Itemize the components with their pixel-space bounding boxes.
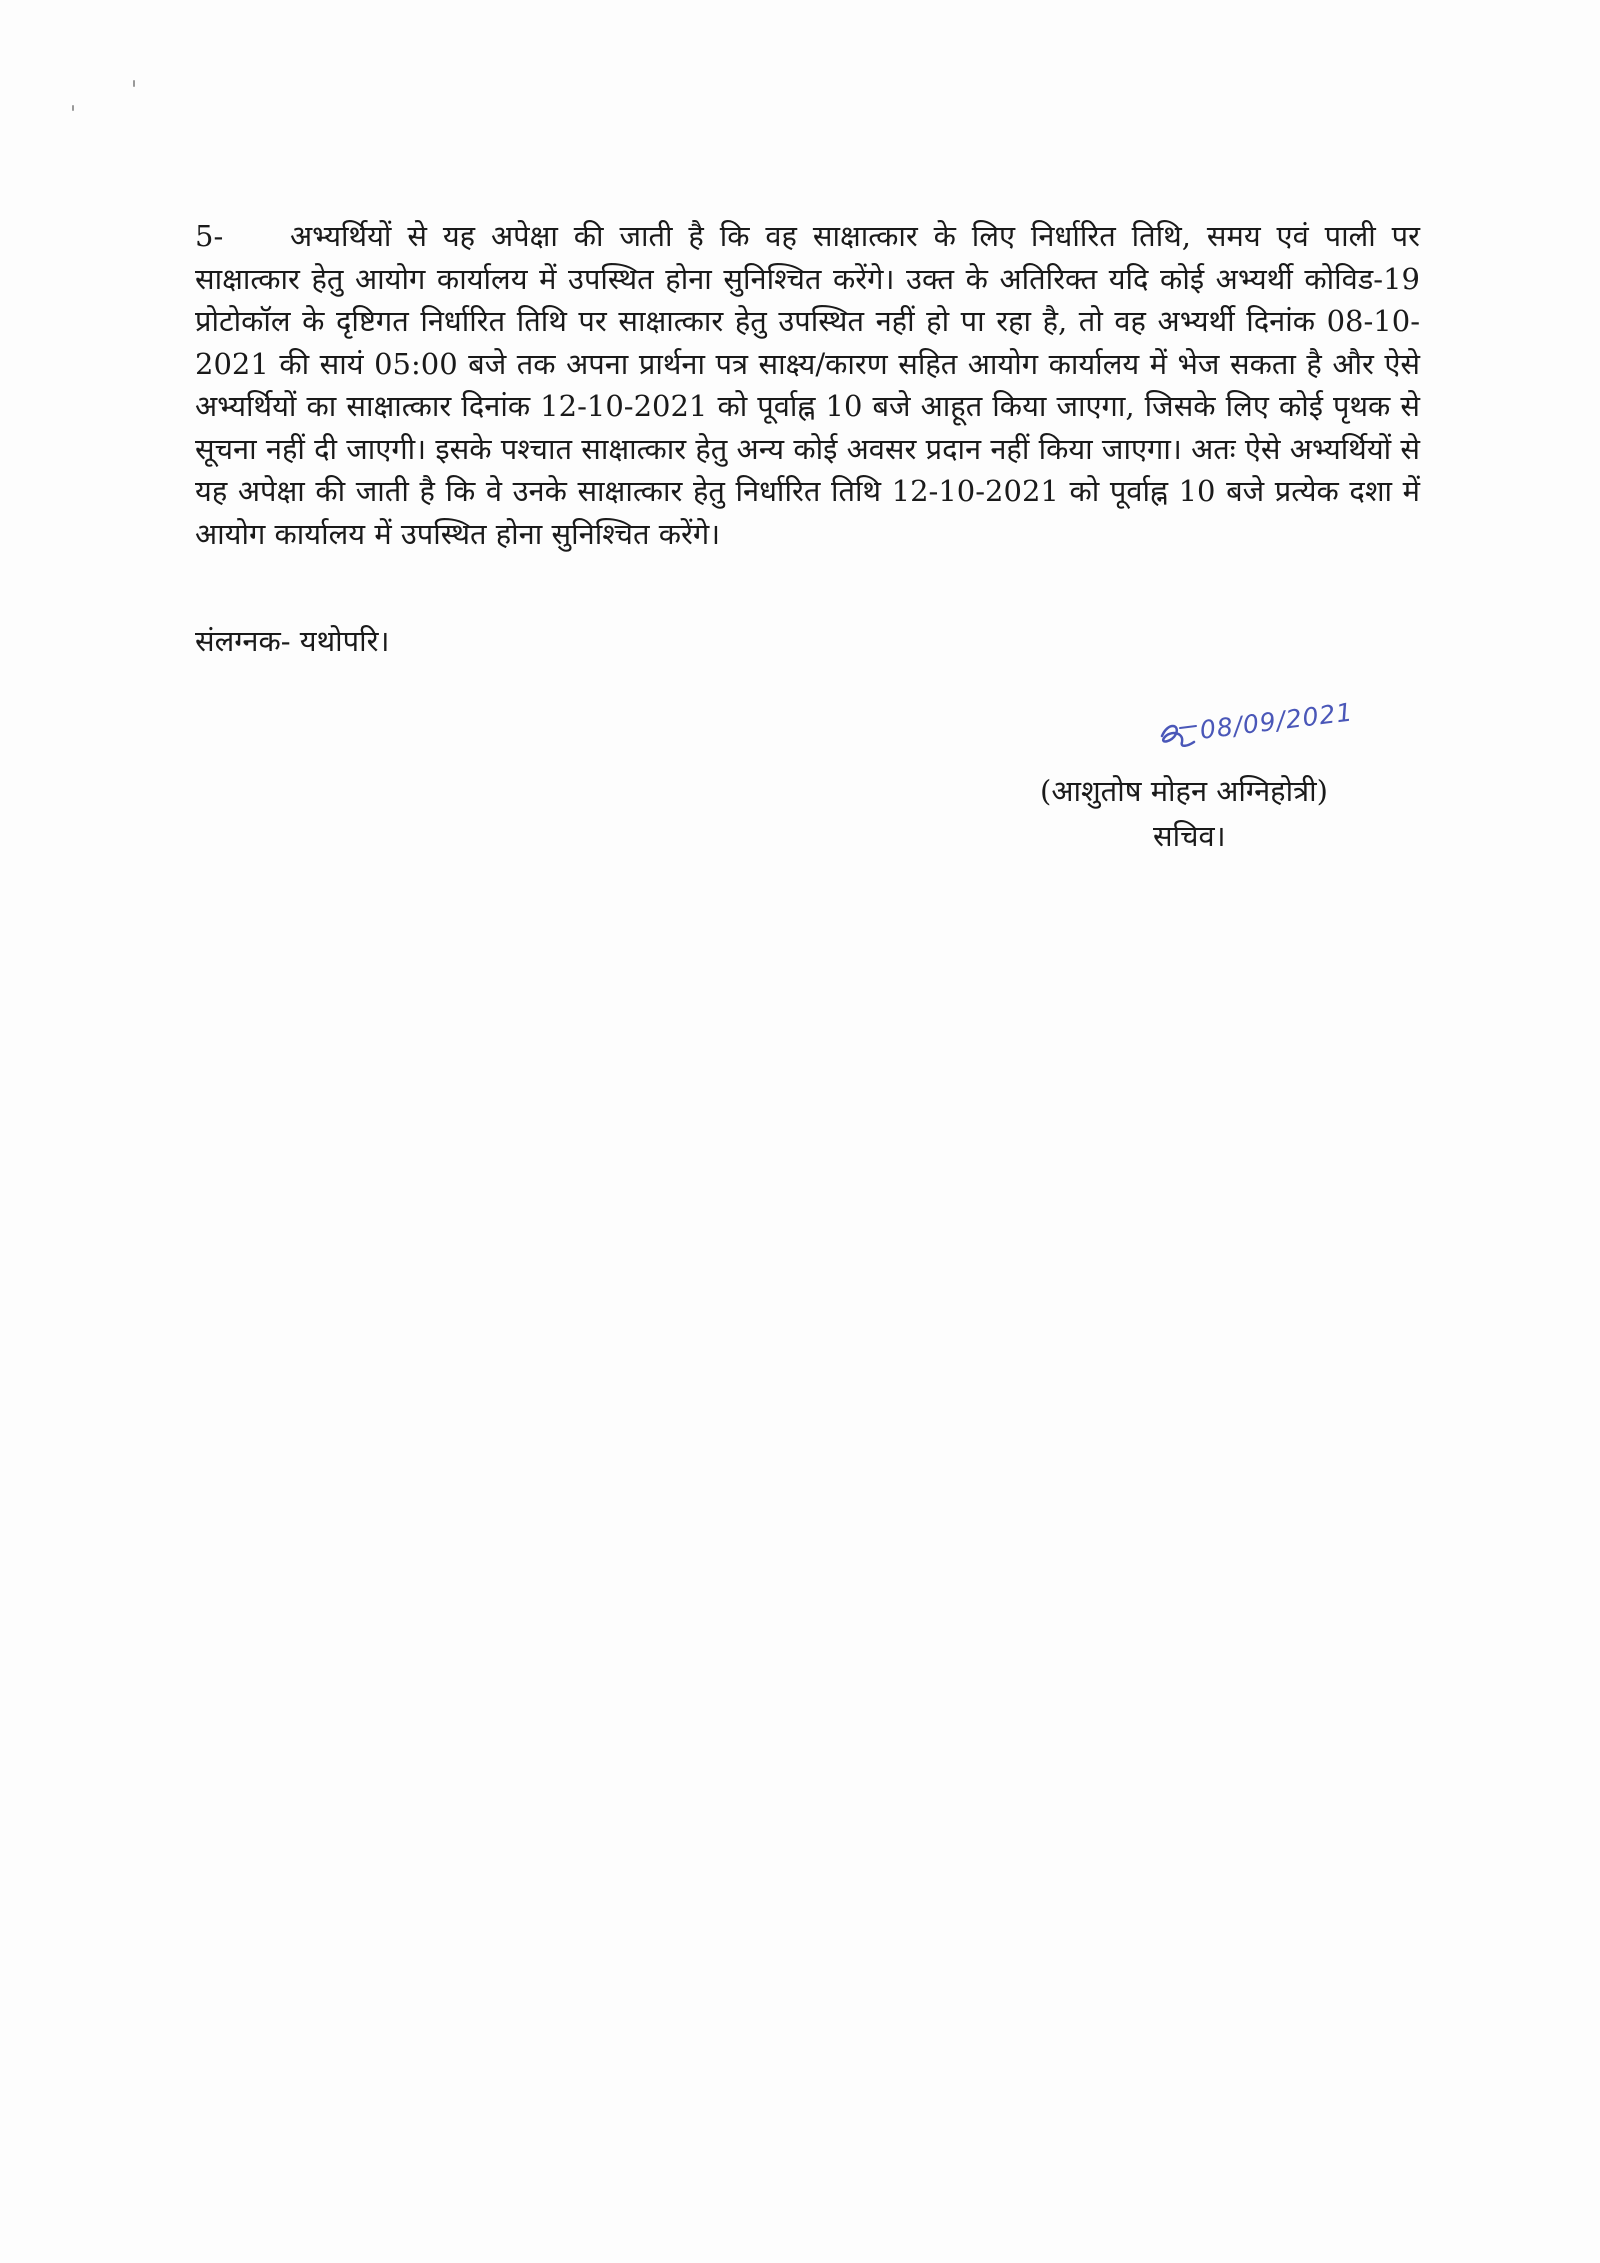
signature-date: 08/09/2021 (1198, 697, 1355, 745)
annexure-note: संलग्नक- यथोपरि। (195, 624, 390, 658)
paragraph-number: 5- (195, 219, 224, 253)
scan-speck (133, 80, 135, 87)
signatory-name: (आशुतोष मोहन अग्निहोत्री) (1040, 774, 1328, 808)
signatory-designation: सचिव। (1153, 819, 1226, 853)
paragraph-5 (195, 215, 1420, 555)
paragraph-text: अभ्यर्थियों से यह अपेक्षा की जाती है कि वह साक्षात्कार के लिए निर्धारित तिथि, समय एवं पाली पर साक्षात्कार हेतु आयोग कार्यालय में उपस्थित होना सुनिश्चित करेंगे। उक्त के अतिरिक्त यदि कोई अभ्यर्थी कोविड-19 प्रोटोकॉल के दृष्टिगत निर्धारित तिथि पर साक्षात्कार हेतु उपस्थित नहीं हो पा रहा है, तो वह अभ्यर्थी दिनांक 08-10-2021 की सायं 05:00 बजे तक अपना प्रार्थना पत्र साक्ष्य/कारण सहित आयोग कार्यालय में भेज सकता है और ऐसे अभ्यर्थियों का साक्षात्कार दिनांक 12-10-2021 को पूर्वाह्न 10 बजे आहूत किया जाएगा, जिसके लिए कोई पृथक से सूचना नहीं दी जाएगी। इसके पश्चात साक्षात्कार हेतु अन्य कोई अवसर प्रदान नहीं किया जाएगा। अतः ऐसे अभ्यर्थियों से यह अपेक्षा की जाती है कि वे उनके साक्षात्कार हेतु निर्धारित तिथि 12-10-2021 को पूर्वाह्न 10 बजे प्रत्येक दशा में आयोग कार्यालय में उपस्थित होना सुनिश्चित करेंगे। (195, 219, 1420, 551)
scan-speck (72, 105, 74, 111)
